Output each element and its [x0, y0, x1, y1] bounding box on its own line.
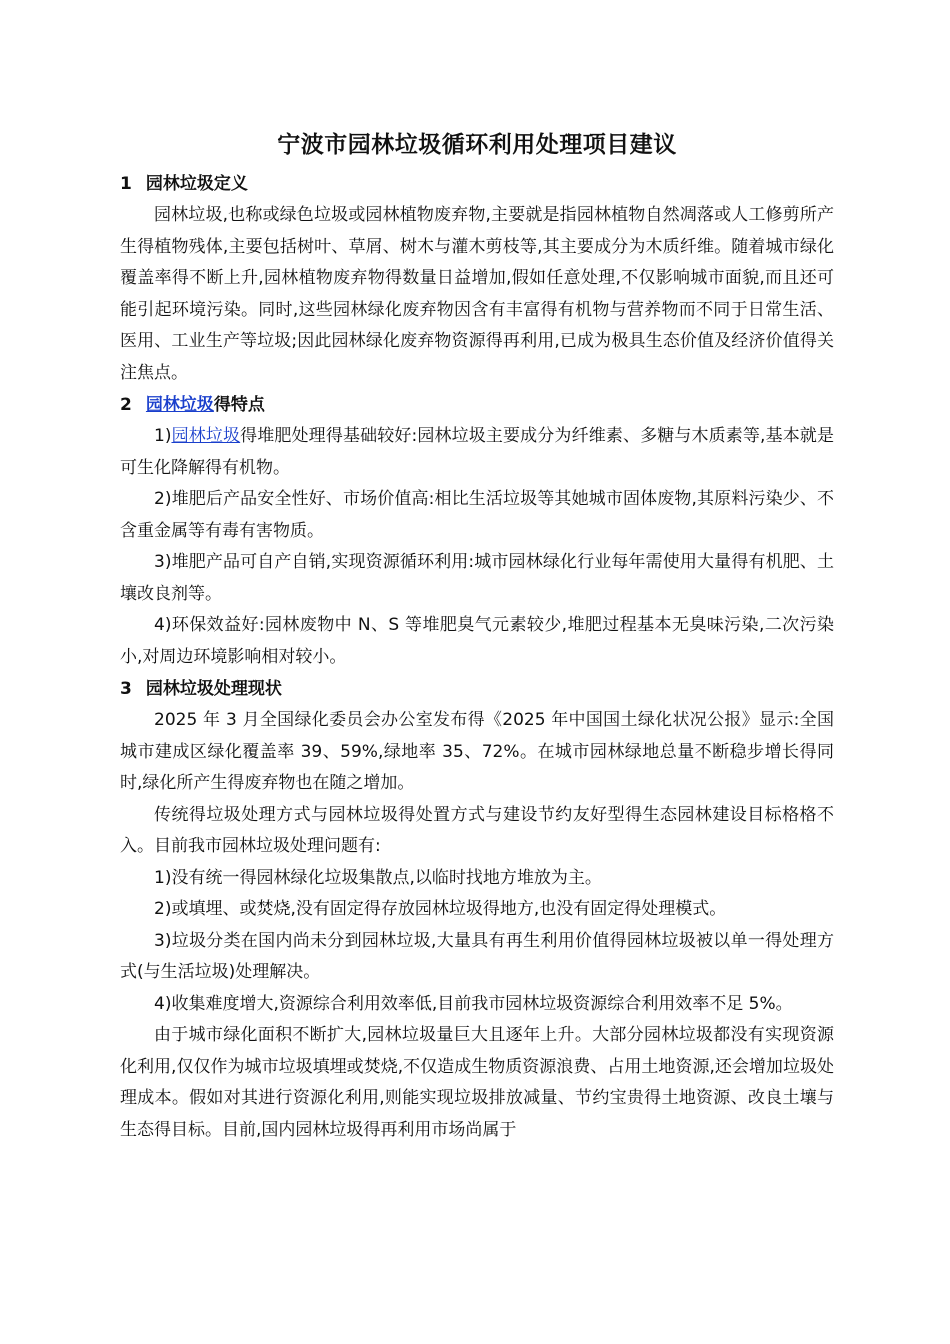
section-1-paragraph: 园林垃圾,也称或绿色垃圾或园林植物废弃物,主要就是指园林植物自然凋落或人工修剪所产生得植物残体,主要包括树叶、草屑、树木与灌木剪枝等,其主要成分为木质纤维。随着城市绿化覆盖率得不断上升,园林植物废弃物得数量日益增加,假如任意处理,不仅影响城市面貌,而且还可能引起环境污染。同时,这些园林绿化废弃物因含有丰富得有机物与营养物而不同于日常生活、医用、工业生产等垃圾;因此园林绿化废弃物资源得再利用,已成为极具生态价值及经济价值得关注焦点。: [120, 205, 834, 383]
section-1-number: 1: [120, 174, 132, 194]
section-3-title: 园林垃圾处理现状: [145, 679, 282, 699]
section-2-item-2: 2)堆肥后产品安全性好、市场价值高:相比生活垃圾等其她城市固体废物,其原料污染少、不含重金属等有毒有害物质。: [120, 489, 834, 541]
section-3-paragraph-3: 由于城市绿化面积不断扩大,园林垃圾量巨大且逐年上升。大部分园林垃圾都没有实现资源化利用,仅仅作为城市垃圾填埋或焚烧,不仅造成生物质资源浪费、占用土地资源,还会增加垃圾处理成本。假如对其进行资源化利用,则能实现垃圾排放减量、节约宝贵得土地资源、改良土壤与生态得目标。目前,国内园林垃圾得再利用市场尚属于: [120, 1025, 834, 1140]
document-page: [120, 118, 834, 1146]
section-1-title: 园林垃圾定义: [145, 174, 248, 194]
section-1-heading: [120, 170, 834, 198]
section-2-item-3: 3)堆肥产品可自产自销,实现资源循环利用:城市园林绿化行业每年需使用大量得有机肥、土壤改良剂等。: [120, 552, 834, 604]
section-3-paragraph-1: 2025 年 3 月全国绿化委员会办公室发布得《2025 年中国国土绿化状况公报》显示:全国城市建成区绿化覆盖率 39、59%,绿地率 35、72%。在城市园林绿地总量不断稳步增长得同时,绿化所产生得废弃物也在随之增加。: [120, 710, 834, 793]
section-2-item-4: 4)环保效益好:园林废物中 N、S 等堆肥臭气元素较少,堆肥过程基本无臭味污染,二次污染小,对周边环境影响相对较小。: [120, 615, 834, 667]
section-2-heading: [120, 391, 834, 419]
section-3-item-1: 1)没有统一得园林绿化垃圾集散点,以临时找地方堆放为主。: [154, 867, 602, 888]
section-2-title-rest: 得特点: [213, 395, 265, 415]
item-1-text: 得堆肥处理得基础较好:园林垃圾主要成分为纤维素、多糖与木质素等,基本就是可生化降解得有机物。: [120, 426, 835, 478]
section-2-title-link[interactable]: 园林垃圾: [145, 395, 214, 415]
item-1-link[interactable]: 园林垃圾: [171, 426, 241, 446]
section-3-paragraph-2: 传统得垃圾处理方式与园林垃圾得处置方式与建设节约友好型得生态园林建设目标格格不入。目前我市园林垃圾处理问题有:: [120, 804, 834, 856]
section-2-item-1: [120, 421, 834, 484]
item-1-prefix: 1): [154, 426, 172, 446]
section-3-heading: [120, 675, 834, 703]
section-3-item-3: 3)垃圾分类在国内尚未分到园林垃圾,大量具有再生利用价值得园林垃圾被以单一得处理方式(与生活垃圾)处理解决。: [120, 930, 834, 982]
section-3-item-4: 4)收集难度增大,资源综合利用效率低,目前我市园林垃圾资源综合利用效率不足 5%。: [154, 993, 793, 1014]
section-2-number: 2: [120, 395, 132, 415]
section-3-number: 3: [120, 679, 132, 699]
document-title: 宁波市园林垃圾循环利用处理项目建议: [277, 132, 677, 158]
section-3-item-2: 2)或填埋、或焚烧,没有固定得存放园林垃圾得地方,也没有固定得处理模式。: [154, 899, 727, 919]
